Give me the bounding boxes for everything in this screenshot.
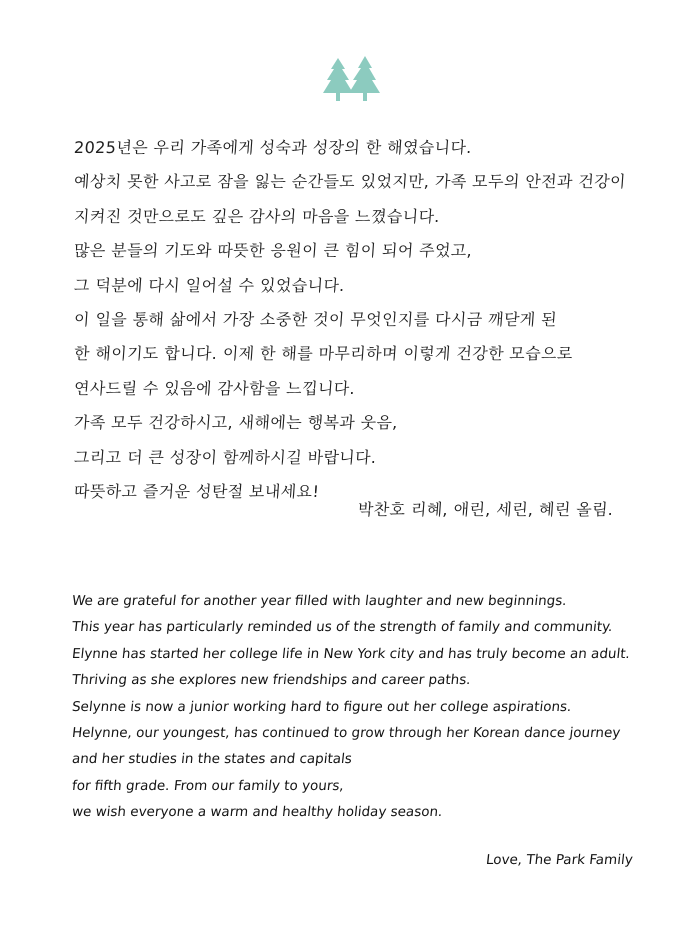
- pine-trees-icon: [322, 56, 380, 102]
- korean-line-3: 지켜진 것만으로도 깊은 감사의 마음을 느꼈습니다.: [73, 206, 441, 226]
- korean-line-6: 이 일을 통해 삶에서 가장 소중한 것이 무엇인지를 다시금 깨닫게 된: [73, 309, 558, 329]
- korean-line-11: 따뜻하고 즐거운 성탄절 보내세요!: [73, 481, 320, 501]
- english-line-7: and her studies in the states and capitals: [71, 751, 353, 768]
- korean-message: [74, 140, 654, 518]
- english-line-4: Thriving as she explores new friendships and career paths.: [71, 672, 472, 689]
- english-line-3: Elynne has started her college life in New York city and has truly become an adult.: [71, 645, 631, 662]
- right-pine-tree-icon: [349, 56, 380, 101]
- english-signature: Love, The Park Family: [485, 852, 634, 868]
- korean-line-8: 연사드릴 수 있음에 감사함을 느낍니다.: [73, 378, 356, 398]
- korean-line-5: 그 덕분에 다시 일어설 수 있었습니다.: [73, 275, 346, 295]
- english-line-6: Helynne, our youngest, has continued to grow through her Korean dance journey: [71, 724, 622, 741]
- korean-signature: 박찬호 리혜, 애린, 세린, 혜린 올림.: [357, 500, 615, 519]
- korean-line-10: 그리고 더 큰 성장이 함께하시길 바랍니다.: [73, 447, 378, 467]
- korean-line-9: 가족 모두 건강하시고, 새해에는 행복과 웃음,: [73, 413, 399, 433]
- english-line-5: Selynne is now a junior working hard to figure out her college aspirations.: [71, 698, 573, 715]
- english-line-8: for fifth grade. From our family to yours,: [71, 777, 345, 794]
- left-pine-tree-icon: [323, 58, 353, 101]
- english-line-9: we wish everyone a warm and healthy holiday season.: [71, 804, 444, 821]
- english-line-1: We are grateful for another year filled with laughter and new beginnings.: [71, 593, 568, 609]
- english-line-2: This year has particularly reminded us of the strength of family and community.: [71, 619, 614, 636]
- korean-line-7: 한 해이기도 합니다. 이제 한 해를 마무리하며 이렇게 건강한 모습으로: [73, 344, 574, 364]
- korean-line-4: 많은 분들의 기도와 따뜻한 응원이 큰 힘이 되어 주었고,: [73, 241, 473, 261]
- korean-line-2: 예상치 못한 사고로 잠을 잃는 순간들도 있었지만, 가족 모두의 안전과 건강이: [73, 172, 627, 192]
- korean-line-1: 2025년은 우리 가족에게 성숙과 성장의 한 해였습니다.: [73, 138, 473, 157]
- english-message: [72, 592, 672, 830]
